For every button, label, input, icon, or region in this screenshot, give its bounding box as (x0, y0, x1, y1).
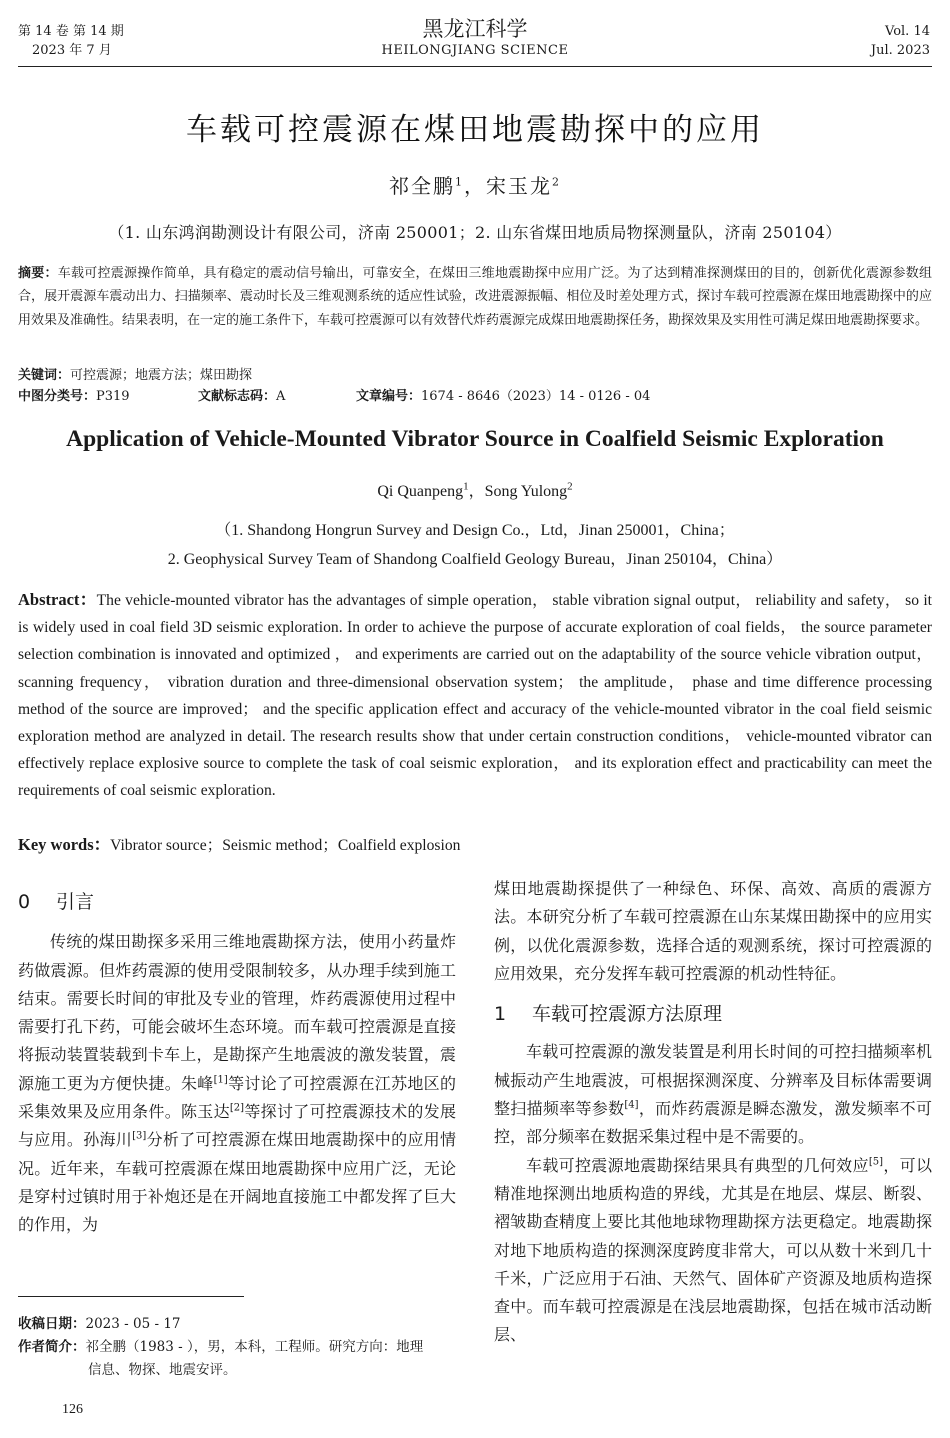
abstract-cn (18, 262, 932, 332)
doc-code-label: 文献标志码： (198, 389, 277, 404)
footnote (18, 1313, 458, 1382)
affiliation-cn: （1. 山东鸿润勘测设计有限公司，济南 250001；2. 山东省煤田地质局物探测量队，济南 250104） (108, 223, 842, 242)
abstract-en (18, 586, 932, 805)
header-volume-issue: 第 14 卷 第 14 期 (18, 24, 124, 39)
method-text-d: ，可以精准地探测出地质构造的界线，尤其是在地层、煤层、断裂、褶皱勘查精度上要比其他地球物理勘探方法更稳定。地震勘探对地下地质构造的探测深度跨度非常大，可以从数十米到几十千米，广泛应用于石油、天然气、固体矿产资源及地质构造探查中。而车载可控震源是在浅层地震勘探，包括在城市活动断层、 (494, 1155, 932, 1345)
author-1-en-affil-mark: 1 (463, 480, 469, 493)
section-0-number: 0 (18, 891, 31, 913)
abstract-en-text: The vehicle-mounted vibrator has the advantages of simple operation， stable vibration signal output， reliability and safety， so it is widely used in coal field 3D seismic exploration. In order to achieve the purpose of accurate exploration of coal fields， the source parameter selection combination is innovated and optimized ， and experiments are carried out on the adaptability of the source vehicle vibration output， scanning frequency， vibration duration and three-dimensional observation system； the amplitude， phase and time difference processing method of the source are improved； and the specific application effect and accuracy of the vehicle-mounted vibrator in the coal field seismic exploration method are analyzed in detail. The research results show that under certain construction conditions， vehicle-mounted vibrator can effectively replace explosive source to complete the task of coal seismic exploration， and its exploration effect and practicability can meet the requirements of coal seismic exploration. (18, 592, 932, 800)
method-text-b: ，而炸药震源是瞬态激发，激发频率不可控，部分频率在数据采集过程中是不需要的。 (494, 1099, 932, 1147)
classification-line (18, 386, 650, 408)
header-date-en: Jul. 2023 (870, 43, 930, 58)
intro-paragraph-continued: 煤田地震勘探提供了一种绿色、环保、高效、高质的震源方法。本研究分析了车载可控震源在山东某煤田勘探中的应用实例，以优化震源参数，选择合适的观测系统，探讨可控震源的应用效果，充分发挥车载可控震源的机动性特征。 (494, 879, 932, 983)
received-date-label: 收稿日期： (18, 1316, 86, 1332)
page-number: 126 (62, 1402, 83, 1417)
affiliation-en-line-1: （1. Shandong Hongrun Survey and Design Co.，Ltd，Jinan 250001，China； (215, 522, 735, 539)
keywords-en-label: Key words： (18, 835, 111, 854)
author-2-en-affil-mark: 2 (567, 480, 573, 493)
abstract-en-label: Abstract： (18, 590, 97, 609)
clc-value: P319 (96, 389, 130, 404)
intro-text-d: 分析了可控震源在煤田地震勘探中的应用情况。近年来，车载可控震源在煤田地震勘探中应用广泛，无论是穿村过镇时用于补炮还是在开阔地直接施工中都发挥了巨大的作用，为 (18, 1130, 456, 1235)
author-en-separator: ， (468, 483, 485, 500)
section-1-title: 车载可控震源方法原理 (532, 1003, 723, 1026)
received-date-value: 2023 - 05 - 17 (85, 1316, 181, 1332)
author-1-en: Qi Quanpeng (377, 483, 464, 500)
footnote-divider (18, 1296, 244, 1297)
header-volume-en: Vol. 14 (885, 24, 930, 39)
abstract-cn-label: 摘要： (18, 266, 58, 281)
header-divider (18, 66, 932, 67)
article-no-label: 文章编号： (356, 389, 422, 404)
section-0-heading (18, 888, 456, 916)
intro-paragraph-1 (18, 928, 456, 1239)
author-1-cn: 祁全鹏 (389, 174, 455, 198)
keywords-en (18, 831, 932, 859)
citation-4: [4] (624, 1099, 639, 1111)
left-column (18, 888, 456, 1240)
section-1-number: 1 (494, 1003, 507, 1026)
intro-text-a: 传统的煤田勘探多采用三维地震勘探方法，使用小药量炸药做震源。但炸药震源的使用受限制较多，从办理手续到施工结束。需要长时间的审批及专业的管理，炸药震源使用过程中需要打孔下药，可能会破坏生态环境。而车载可控震源是直接将振动装置装载到卡车上，是勘探产生地震波的激发装置，震源施工更为方便快捷。朱峰 (18, 932, 456, 1093)
citation-1: [1] (213, 1074, 228, 1086)
citation-5: [5] (868, 1156, 883, 1168)
doc-code-value: A (276, 389, 286, 404)
method-text-c: 车载可控震源地震勘探结果具有典型的几何效应 (526, 1155, 869, 1175)
citation-3: [3] (132, 1131, 147, 1143)
method-text-a: 车载可控震源的激发装置是利用长时间的可控扫描频率机械振动产生地震波，可根据探测深度、分辨率及目标体需要调整扫描频率等参数 (494, 1042, 932, 1119)
citation-2: [2] (229, 1102, 245, 1114)
section-1-heading (494, 1000, 932, 1028)
clc-label: 中图分类号： (18, 389, 97, 404)
method-paragraph-2 (494, 1152, 932, 1350)
article-no-value: 1674 - 8646（2023）14 - 0126 - 04 (421, 389, 651, 404)
author-1-affil-mark: 1 (455, 175, 464, 189)
method-paragraph-1 (494, 1038, 932, 1151)
author-bio (18, 1336, 458, 1359)
right-column (494, 875, 932, 1350)
author-2-cn: 宋玉龙 (486, 174, 552, 198)
journal-name-cn: 黑龙江科学 (422, 17, 528, 41)
section-0-title: 引言 (56, 891, 95, 913)
abstract-cn-text: 车载可控震源操作简单，具有稳定的震动信号输出，可靠安全，在煤田三维地震勘探中应用广泛。为了达到精准探测煤田的目的，创新优化震源参数组合，展开震源车震动出力、扫描频率、震动时长及三维观测系统的适应性试验，改进震源振幅、相位及时差处理方式，探讨车载可控震源在煤田地震勘探中的应用效果及准确性。结果表明，在一定的施工条件下，车载可控震源可以有效替代炸药震源完成煤田地震勘探任务，勘探效果及实用性可满足煤田地震勘探要求。 (18, 266, 932, 328)
keywords-cn (18, 364, 932, 387)
keywords-cn-label: 关键词： (18, 368, 71, 383)
keywords-en-text: Vibrator source；Seismic method；Coalfield explosion (110, 837, 461, 854)
authors-cn (0, 170, 950, 199)
author-separator: ， (464, 174, 486, 198)
article-title-cn: 车载可控震源在煤田地震勘探中的应用 (186, 112, 764, 148)
keywords-cn-text: 可控震源；地震方法；煤田勘探 (70, 368, 253, 383)
intro-text-b: 等讨论了可控震源在江苏地区的采集效果及应用条件。陈玉达 (18, 1073, 456, 1122)
received-date (18, 1313, 458, 1336)
header-journal (0, 16, 950, 59)
header-date-cn: 2023 年 7 月 (32, 43, 112, 58)
affiliation-en (0, 516, 950, 574)
author-bio-line-1: 祁全鹏（1983 - ），男，本科，工程师。研究方向：地理 (85, 1339, 424, 1355)
affiliation-en-line-2: 2. Geophysical Survey Team of Shandong Coalfield Geology Bureau，Jinan 250104，China） (167, 551, 783, 568)
authors-en (0, 478, 950, 501)
author-2-affil-mark: 2 (552, 175, 561, 189)
author-bio-label: 作者简介： (18, 1339, 86, 1355)
author-bio-line-2: 信息、物探、地震安评。 (88, 1362, 237, 1378)
author-2-en: Song Yulong (484, 483, 568, 500)
journal-name-en: HEILONGJIANG SCIENCE (381, 43, 569, 58)
header-vol-info (871, 22, 930, 60)
intro-text-c: 等探讨了可控震源技术的发展与应用。孙海川 (18, 1102, 456, 1150)
article-title-en: Application of Vehicle-Mounted Vibrator Source in Coalfield Seismic Exploration (66, 426, 884, 452)
